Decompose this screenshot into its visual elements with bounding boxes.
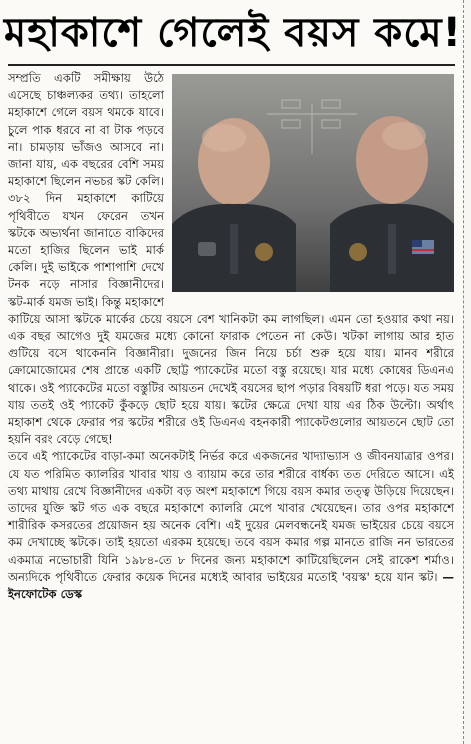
byline: —ইনফোটেক ডেস্ক: [8, 569, 454, 602]
twins-illustration: [172, 74, 454, 292]
twins-photo: [172, 74, 454, 292]
article-paragraph-1: সম্প্রতি একটি সমীক্ষায় উঠে এসেছে চাঞ্চল্যকর তথ্য। তাহলো মহাকাশে গেলে বয়স থমকে যাবে। চুলে পাক ধরবে না বা টাক পড়বে না। চামড়ায় ভাঁজও আসবে না। জানা যায়, এক বছরের বেশি সময় মহাকাশে ছিলেন নভচর স্কট কেলি। ৩৮২ দিন মহাকাশে কাটিয়ে পৃথিবীতে যখন ফেরেন তখন স্কটকে অভ্যর্থনা জানাতে বাকিদের মতো হাজির ছিলেন ভাই মার্ক কেলি। দুই ভাইকে পাশাপাশি দেখে টনক নড়ে নাসার বিজ্ঞানীদের। স্কট-মার্ক যমজ ভাই। কিন্তু মহাকাশে কাটিয়ে আসা স্কটকে মার্কের চেয়ে বয়সে বেশ খানিকটা কম লাগছিল। এমন তো হওয়ার কথা নয়। এক বছর আগেও দুই যমজের মধ্যে কোনো ফারাক পেতেন না কেউ। খটকা লাগায় আর হাত গুটিয়ে বসে থাকেননি বিজ্ঞানীরা। দুজনের জিন নিয়ে চর্চা শুরু হয়ে যায়। মানব শরীরে ক্রোমোজোমের শেষ প্রান্তে একটি ছোট্ট প্যাকেটের মতো বস্তু রয়েছে। যার মধ্যে কোষের ডিএনএ থাকে। ওই প্যাকেটের মতো বস্তুটির আয়তন দেখেই বয়সের ছাপ পড়ার বিষয়টি ধরা পড়ে। যত সময় যায় ততই ওই প্যাকেট কুঁকড়ে ছোট হয়ে যায়। স্কটের ক্ষেত্রে দেখা যায় এর ঠিক উল্টো। অর্থাৎ মহাকাশ থেকে ফেরার পর স্কটের শরীরে ওই ডিএনএ বহনকারী প্যাকেটগুলোর আয়তনে ছোট তো হয়নি বরং বেড়ে গেছে!: [8, 71, 454, 447]
headline-rule: [8, 64, 455, 66]
article-paragraph-2: [8, 448, 454, 603]
headline: মহাকাশে গেলেই বয়স কমে!: [4, 10, 462, 56]
article-body: [8, 70, 454, 603]
article-paragraph-2-text: তবে এই প্যাকেটের বাড়া-কমা অনেকটাই নির্ভর করে একজনের খাদ্যাভ্যাস ও জীবনযাত্রার ওপর। যে যত পরিমিত ক্যালরির খাবার খায় ও ব্যায়াম করে তার শরীরে বার্ধক্য তত দেরিতে আসে। এই তথ্য মাথায় রেখে বিজ্ঞানীদের একটা বড় অংশ মহাকাশে গিয়ে বয়স কমার তত্ত্ব উড়িয়ে দিয়েছেন। তাদের যুক্তি স্কট গত এক বছরে মহাকাশে ক্যালরি মেপে খাবার খেয়েছেন। তার ওপর মহাকাশে শারীরিক কসরতের প্রয়োজন হয় অনেক বেশি। এই দুয়ের মেলবন্ধনেই যমজ ভাইয়ের চেয়ে বয়সে কম দেখাচ্ছে স্কটকে। তাই হয়তো এরকম হয়েছে। তবে বয়স কমার গল্প মানতে রাজি নন ভারতের একমাত্র নভোচারী যিনি ১৯৮৪-তে ৮ দিনের জন্য মহাকাশে কাটিয়েছিলেন সেই রাকেশ শর্মাও। অন্যদিকে পৃথিবীতে ফেরার কয়েক দিনের মধ্যেই আবার ভাইয়ের মতোই 'বয়স্ক' হয়ে যান স্কট।: [8, 449, 454, 584]
